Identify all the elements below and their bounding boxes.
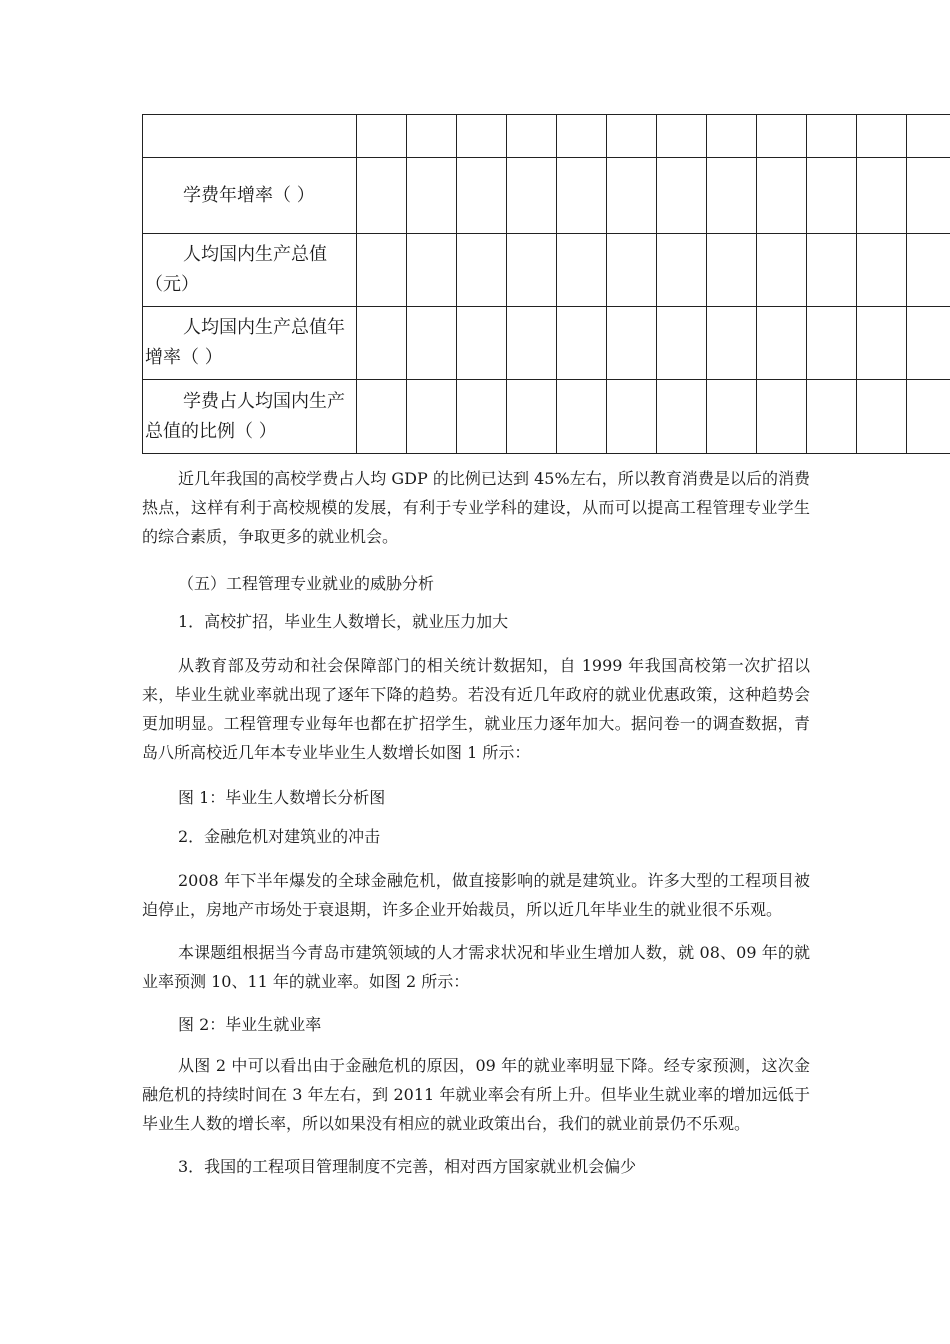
table-cell — [857, 307, 907, 380]
table-cell — [407, 158, 457, 234]
tuition-gdp-table — [142, 114, 950, 454]
table-cell — [407, 115, 457, 158]
table-row — [143, 380, 950, 454]
paragraph-financial-crisis: 2008 年下半年爆发的全球金融危机，做直接影响的就是建筑业。许多大型的工程项目被迫停止，房地产市场处于衰退期，许多企业开始裁员，所以近几年毕业生的就业很不乐观。 — [142, 871, 810, 919]
table-cell — [707, 307, 757, 380]
figure-caption-1: 图 1：毕业生人数增长分析图 — [178, 788, 386, 807]
section-heading-threats: （五）工程管理专业就业的威胁分析 — [178, 574, 435, 593]
subheading-financial-crisis: 2．金融危机对建筑业的冲击 — [178, 827, 381, 846]
table-cell — [657, 158, 707, 234]
subheading-enrollment-expansion: 1．高校扩招，毕业生人数增长，就业压力加大 — [178, 612, 509, 631]
figure-caption-2: 图 2：毕业生就业率 — [178, 1015, 322, 1034]
table-cell — [507, 234, 557, 307]
table-cell — [507, 115, 557, 158]
table-cell — [457, 307, 507, 380]
paragraph-enrollment: 从教育部及劳动和社会保障部门的相关统计数据知，自 1999 年我国高校第一次扩招以来，毕业生就业率就出现了逐年下降的趋势。若没有近几年政府的就业优惠政策，这种趋势会更加明显。工程管理专业每年也都在扩招学生，就业压力逐年加大。据问卷一的调查数据，青岛八所高校近几年本专业毕业生人数增长如图 1 所示： — [142, 656, 810, 762]
table-cell — [407, 307, 457, 380]
table-cell — [607, 380, 657, 454]
table-cell — [557, 307, 607, 380]
table-cell — [907, 234, 950, 307]
table-cell — [707, 158, 757, 234]
table-cell — [807, 307, 857, 380]
table-row — [143, 158, 950, 234]
table-row-label: 人均国内生产总值（元） — [143, 234, 357, 307]
table-cell — [657, 380, 707, 454]
table-cell — [507, 380, 557, 454]
table-cell — [757, 115, 807, 158]
table-cell — [857, 158, 907, 234]
table-cell — [457, 234, 507, 307]
table-cell — [657, 115, 707, 158]
table-cell — [907, 115, 950, 158]
table-cell — [507, 158, 557, 234]
table-cell — [757, 307, 807, 380]
table-cell — [807, 234, 857, 307]
table-cell — [557, 158, 607, 234]
table-cell — [357, 115, 407, 158]
table-cell — [657, 307, 707, 380]
table-cell — [757, 158, 807, 234]
table-row — [143, 307, 950, 380]
table-cell — [907, 380, 950, 454]
table-row-label: 人均国内生产总值年增率（ ） — [143, 307, 357, 380]
paragraph-tuition-gdp: 近几年我国的高校学费占人均 GDP 的比例已达到 45%左右，所以教育消费是以后的消费热点，这样有利于高校规模的发展，有利于专业学科的建设，从而可以提高工程管理专业学生的综合素质，争取更多的就业机会。 — [142, 469, 810, 546]
table-row-label: 学费占人均国内生产总值的比例（ ） — [143, 380, 357, 454]
table-cell — [707, 380, 757, 454]
table-cell — [707, 234, 757, 307]
table-cell — [807, 380, 857, 454]
table-cell — [357, 307, 407, 380]
table-cell — [507, 307, 557, 380]
table-cell — [357, 234, 407, 307]
table-cell — [607, 234, 657, 307]
table-cell — [807, 115, 857, 158]
table-cell — [857, 115, 907, 158]
table-row — [143, 234, 950, 307]
table-cell — [557, 234, 607, 307]
table-cell — [407, 234, 457, 307]
table-cell — [357, 158, 407, 234]
table-cell — [907, 307, 950, 380]
table-cell — [607, 158, 657, 234]
paragraph-forecast: 本课题组根据当今青岛市建筑领域的人才需求状况和毕业生增加人数，就 08、09 年的就业率预测 10、11 年的就业率。如图 2 所示： — [142, 943, 810, 991]
table-cell — [857, 380, 907, 454]
table-row — [143, 115, 950, 158]
table-cell — [607, 115, 657, 158]
table-cell — [557, 115, 607, 158]
table-cell — [757, 234, 807, 307]
table-cell — [707, 115, 757, 158]
table-cell — [457, 380, 507, 454]
table-cell — [457, 158, 507, 234]
table-cell — [407, 380, 457, 454]
subheading-management-system: 3．我国的工程项目管理制度不完善，相对西方国家就业机会偏少 — [178, 1157, 637, 1176]
table-cell — [907, 158, 950, 234]
table-row-label — [143, 115, 357, 158]
table-cell — [607, 307, 657, 380]
table-row-label: 学费年增率（ ） — [143, 158, 357, 234]
table-cell — [457, 115, 507, 158]
table-cell — [857, 234, 907, 307]
table-cell — [807, 158, 857, 234]
table-cell — [657, 234, 707, 307]
table-cell — [757, 380, 807, 454]
table-cell — [557, 380, 607, 454]
paragraph-employment-outlook: 从图 2 中可以看出由于金融危机的原因，09 年的就业率明显下降。经专家预测，这次金融危机的持续时间在 3 年左右，到 2011 年就业率会有所上升。但毕业生就业率的增加远低于毕业生人数的增长率，所以如果没有相应的就业政策出台，我们的就业前景仍不乐观。 — [142, 1056, 810, 1133]
table-cell — [357, 380, 407, 454]
